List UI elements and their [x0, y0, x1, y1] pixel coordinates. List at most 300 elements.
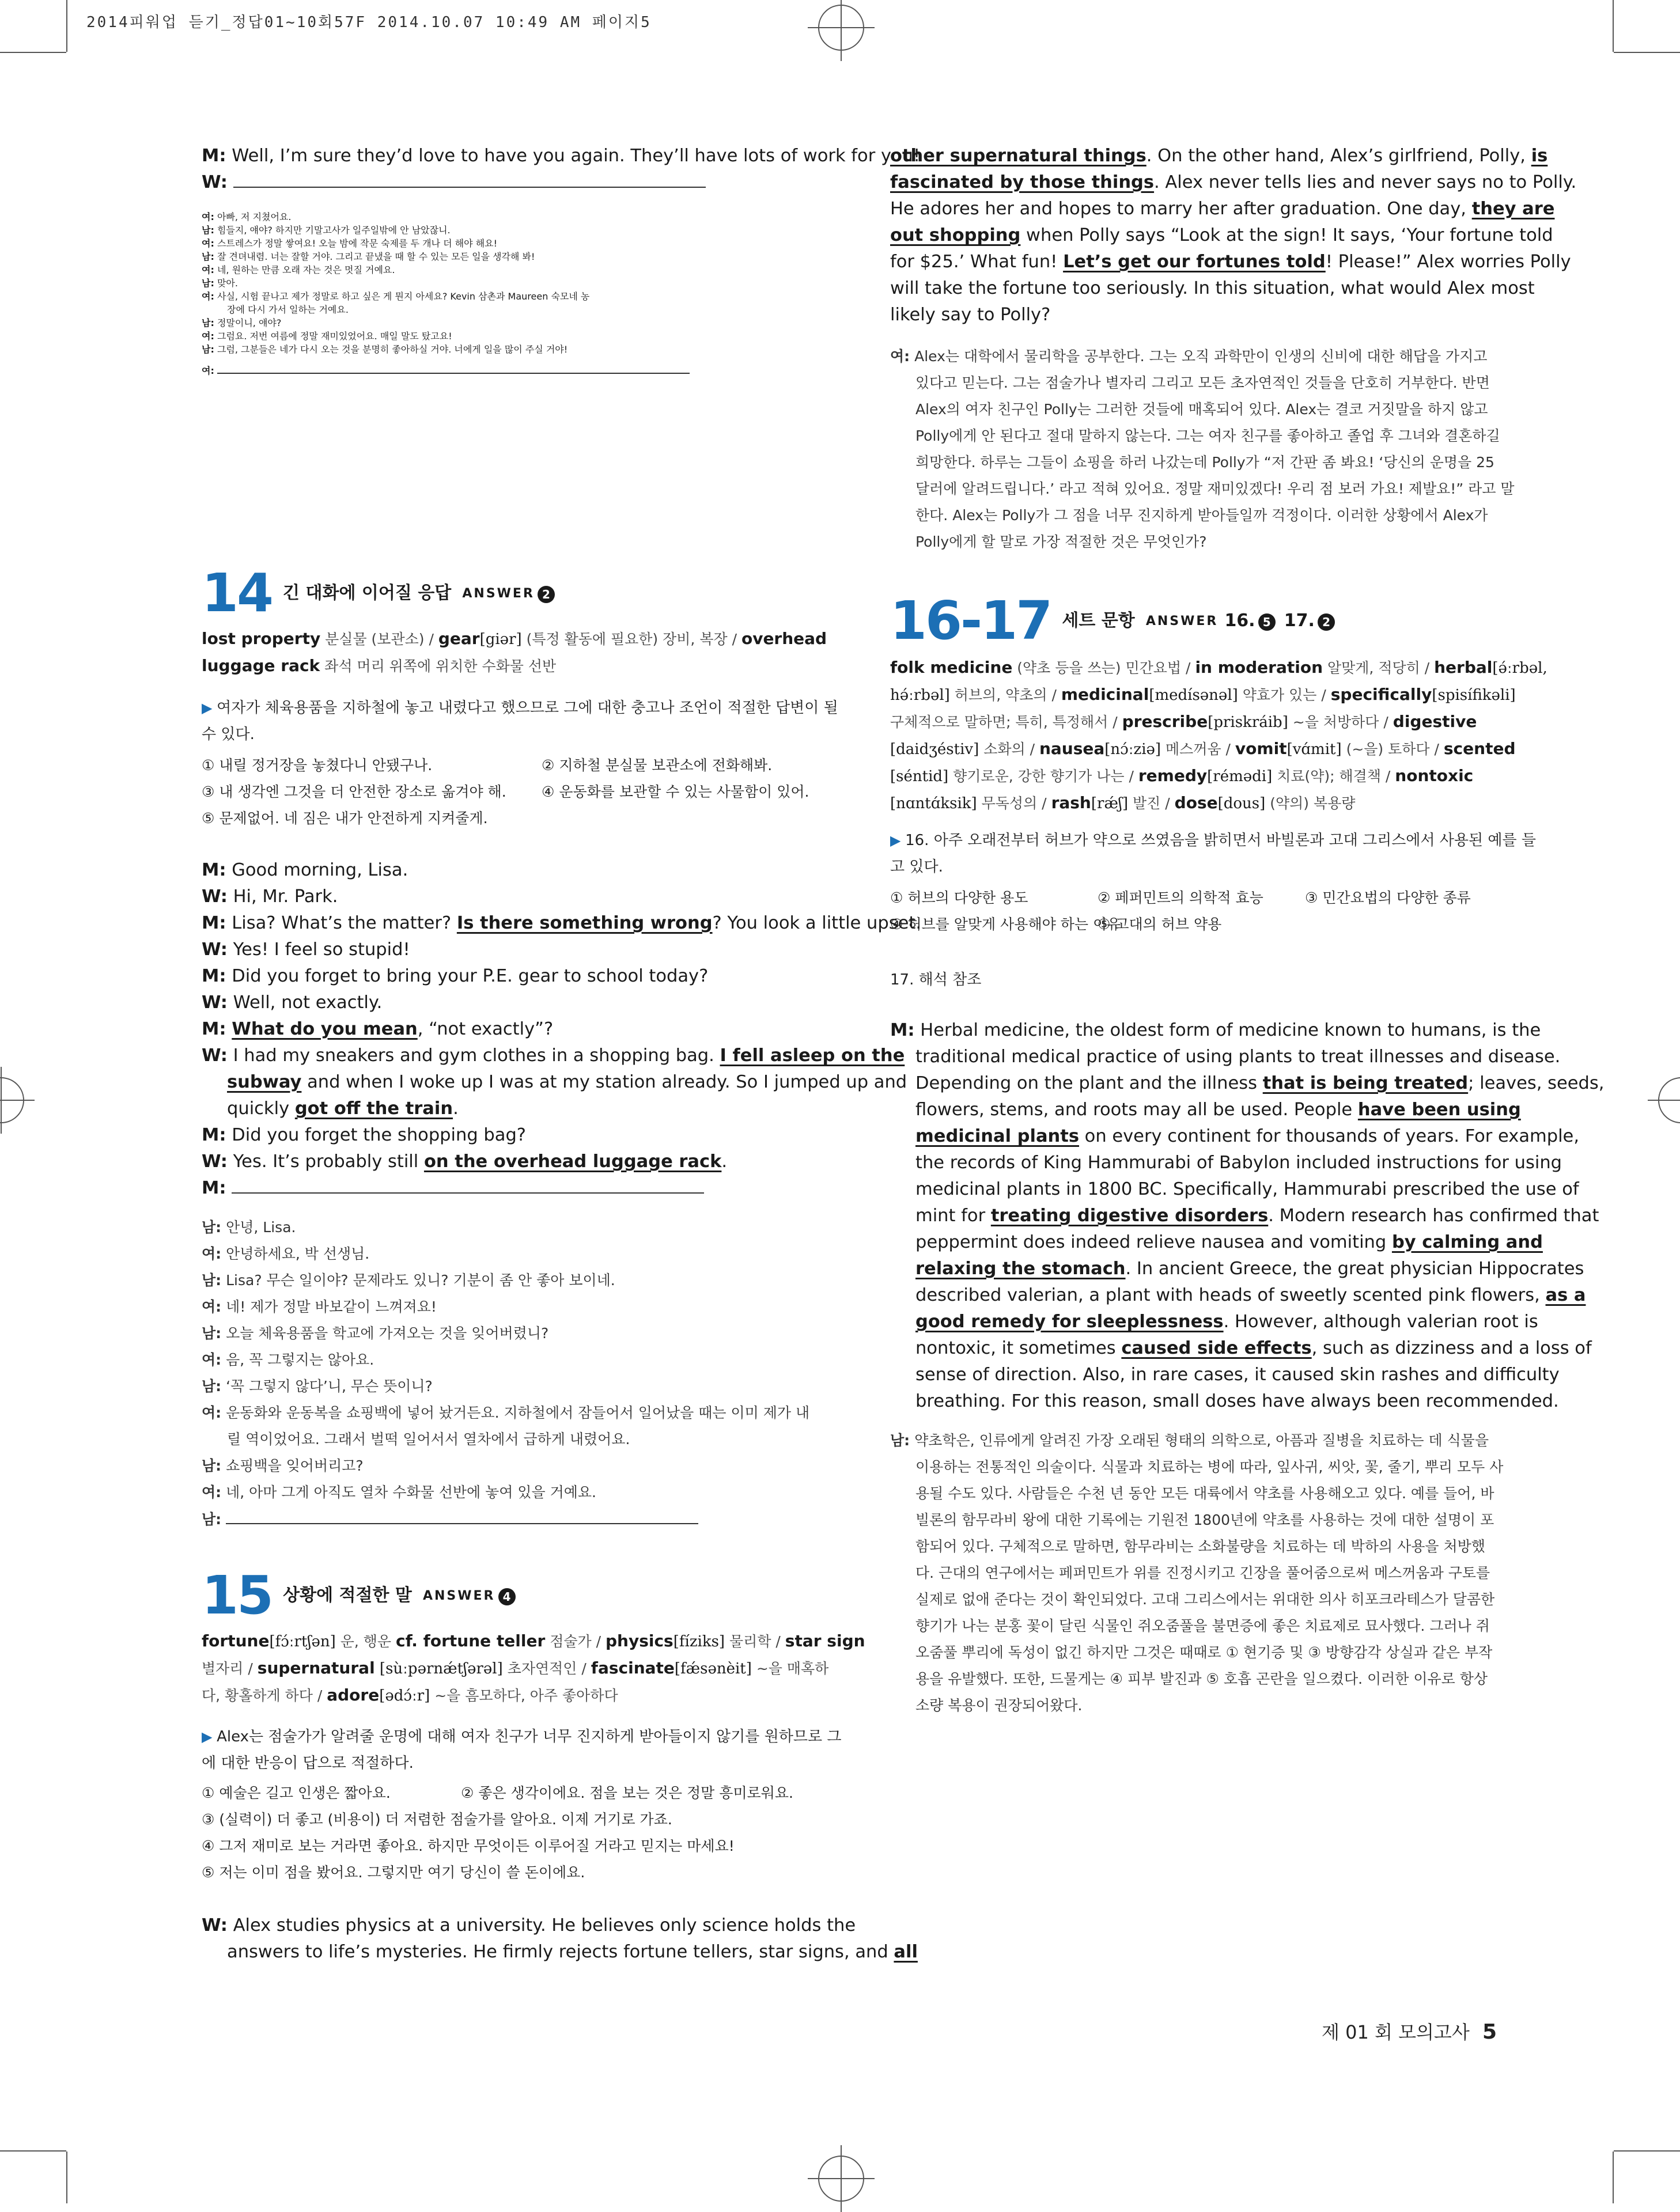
- section-16-options: [890, 885, 1509, 938]
- key-phrase: they are: [1471, 199, 1555, 219]
- script-line: [202, 1149, 821, 1175]
- answer-16-number: 5: [1258, 613, 1276, 631]
- speaker-label: M:: [890, 1020, 915, 1040]
- vocab-term: cf. fortune teller: [396, 1631, 546, 1650]
- line-text: for $25.’ What fun!: [890, 252, 1064, 272]
- script-line: [890, 790, 1509, 817]
- pronunciation: [ədɔ́ːr]: [379, 1687, 430, 1705]
- line-text: Yes! I feel so stupid!: [227, 940, 410, 960]
- script-line: [890, 1480, 1509, 1507]
- line-text: 한다. Alex는 Polly가 그 점을 너무 진지하게 받아들일까 걱정이다. 이러한 상황에서 Alex가: [915, 507, 1488, 524]
- line-text: 그럼요. 저번 여름에 정말 재미있었어요. 매일 말도 탔고요!: [217, 331, 452, 342]
- vocab-term: medicinal: [1061, 685, 1149, 704]
- script-line: [202, 910, 922, 937]
- answer-number: 4: [498, 1588, 516, 1605]
- script-line: [890, 1692, 1509, 1719]
- script-line: [202, 990, 821, 1016]
- script-line: [202, 263, 821, 276]
- explanation-line: [890, 854, 1509, 880]
- left-top-english: [202, 143, 921, 196]
- script-line: [890, 1309, 1538, 1335]
- line-text: 용을 유발했다. 또한, 드물게는 ④ 피부 발진과 ⑤ 호흡 곤란을 일으켰다. 이러한 이유로 항상: [915, 1671, 1488, 1687]
- script-line: [202, 1294, 821, 1320]
- script-line: [890, 1282, 1586, 1309]
- script-line: [202, 1628, 865, 1655]
- option-item: ④ 그저 재미로 보는 거라면 좋아요. 하지만 무엇이든 이루어질 거라고 믿지는 마세요!: [202, 1838, 735, 1854]
- line-text: nontoxic, it sometimes: [915, 1338, 1122, 1358]
- speaker-label: W:: [202, 940, 228, 960]
- option-item: ④ 허브를 알맞게 사용해야 하는 이유: [890, 916, 1121, 933]
- answer-blank: [233, 169, 706, 188]
- line-text: .: [453, 1099, 459, 1119]
- script-line: [890, 529, 1509, 555]
- line-text: 음, 꼭 그렇지는 않아요.: [226, 1351, 374, 1368]
- section-14-explanation: [202, 695, 838, 748]
- vocab-term: lost property: [202, 629, 321, 648]
- explanation-text: 고 있다.: [890, 858, 943, 876]
- line-text: peppermint does indeed relieve nausea and vomiting: [915, 1232, 1392, 1252]
- script-line: [890, 763, 1509, 790]
- answer-blank: [232, 1175, 704, 1194]
- script-line: [202, 1267, 821, 1294]
- section-17-note: 17. 해석 참조: [890, 971, 982, 988]
- script-line: [890, 502, 1509, 529]
- vocab-term: fascinate: [591, 1658, 675, 1677]
- section-16-17-heading: [890, 592, 1509, 650]
- section-number: 14: [202, 562, 273, 624]
- vocab-term: supernatural: [257, 1658, 375, 1677]
- vocab-term: remedy: [1138, 766, 1208, 785]
- vocab-meaning: 무독성의 /: [977, 795, 1051, 812]
- speaker-label: M:: [202, 1019, 226, 1039]
- explanation-text: 여자가 체육용품을 지하철에 놓고 내렸다고 했으므로 그에 대한 충고나 조언이 적절한 답변이 될: [217, 699, 838, 717]
- crop-mark: [1613, 2152, 1614, 2203]
- speaker-label: W:: [202, 993, 228, 1013]
- speaker-label: 여:: [202, 264, 214, 275]
- vocab-meaning: 허브의, 약초의 /: [949, 687, 1061, 703]
- vocab-meaning: 분실물 (보관소) /: [320, 631, 438, 647]
- key-phrase: have been using: [1357, 1100, 1521, 1120]
- script-line: [890, 143, 1548, 169]
- line-text: medicinal plants in 1800 BC. Specifically, Hammurabi prescribed the use of: [915, 1179, 1579, 1199]
- script-line: [202, 223, 821, 236]
- script-line: [890, 1150, 1562, 1176]
- line-text: Polly에게 안 된다고 절대 말하지 않는다. 그는 여자 친구를 좋아하고 졸업 후 그녀와 결혼하길: [915, 427, 1500, 444]
- speaker-label: 남:: [202, 225, 214, 236]
- key-phrase: out shopping: [890, 225, 1021, 245]
- line-text: 오늘 체육용품을 학교에 가져오는 것을 잊어버렸니?: [226, 1325, 549, 1342]
- script-line: [890, 249, 1571, 275]
- script-line: [890, 169, 1577, 196]
- option-row: [202, 1780, 821, 1806]
- line-text: sense of direction. Also, in rare cases, it caused skin rashes and difficulty: [915, 1365, 1560, 1385]
- pronunciation: [fíziks]: [673, 1633, 725, 1650]
- speaker-label: 남:: [202, 344, 214, 355]
- line-text: . However, although valerian root is: [1223, 1312, 1538, 1332]
- vocab-term: specifically: [1330, 685, 1432, 704]
- registration-mark: [818, 2156, 864, 2202]
- script-line: [890, 1362, 1560, 1388]
- line-text: will take the fortune too seriously. In this situation, what would Alex most: [890, 278, 1535, 298]
- line-text: when Polly says “Look at the sign! It says, ‘Your fortune told: [1020, 225, 1553, 245]
- line-text: 함되어 있다. 구체적으로 말하면, 함무라비는 소화불량을 치료하는 데 박하의 사용을 처방했: [915, 1538, 1485, 1555]
- script-line: [890, 196, 1555, 222]
- script-line: [202, 1426, 821, 1453]
- line-text: 릴 역이었어요. 그래서 벌떡 일어서서 열차에서 급하게 내렸어요.: [227, 1431, 630, 1448]
- page-number: 5: [1482, 2020, 1497, 2044]
- line-text: , such as dizziness and a loss of: [1311, 1338, 1592, 1358]
- line-text: Hi, Mr. Park.: [227, 887, 338, 907]
- option-item: ① 내릴 정거장을 놓쳤다니 안됐구나.: [202, 757, 433, 774]
- script-line: [890, 1070, 1605, 1097]
- line-text: ? You look a little upset.: [712, 913, 922, 933]
- speaker-label: 남:: [202, 1219, 222, 1236]
- script-line: [890, 1388, 1559, 1415]
- script-line: [890, 343, 1509, 370]
- option-item: ① 허브의 다양한 용도: [890, 889, 1028, 906]
- vocab-term: digestive: [1393, 712, 1477, 731]
- script-line: [890, 449, 1509, 476]
- key-phrase: is: [1531, 146, 1548, 166]
- line-text: I had my sneakers and gym clothes in a shopping bag.: [227, 1046, 720, 1066]
- pronunciation: [nɔ́ːziə]: [1104, 741, 1161, 758]
- script-line: [890, 476, 1515, 502]
- section-16-script-korean: [890, 1427, 1509, 1719]
- line-text: ; leaves, seeds,: [1468, 1073, 1605, 1093]
- explanation-text: 에 대한 반응이 답으로 적절하다.: [202, 1755, 414, 1772]
- explanation-line: [202, 1750, 821, 1777]
- script-line: [202, 210, 821, 223]
- script-line: [202, 289, 821, 302]
- option-row: [202, 1833, 821, 1859]
- line-text: .: [721, 1152, 728, 1172]
- vocab-meaning: 운, 행운: [335, 1633, 396, 1650]
- option-row: [202, 779, 821, 805]
- script-line: [202, 937, 821, 963]
- script-line: [890, 1123, 1580, 1150]
- section-title: 긴 대화에 이어질 응답: [283, 583, 452, 603]
- option-item: ③ 내 생각엔 그것을 더 안전한 장소로 옮겨야 해.: [202, 783, 506, 800]
- speaker-label: 남:: [202, 1272, 222, 1289]
- option-item: ② 페퍼민트의 의학적 효능: [1098, 889, 1263, 906]
- line-text: ! Please!” Alex worries Polly: [1325, 252, 1571, 272]
- pronunciation: [rǽʃ]: [1091, 795, 1129, 812]
- line-text: on every continent for thousands of years. For example,: [1079, 1126, 1580, 1146]
- section-16-vocabulary: [890, 654, 1547, 817]
- line-text: 희망한다. 하루는 그들이 쇼핑을 하러 나갔는데 Polly가 “저 간판 좀 봐요! ‘당신의 운명을 25: [915, 454, 1494, 471]
- vocab-meaning: 치료(약); 해결책 /: [1272, 768, 1395, 785]
- script-line: [202, 249, 821, 263]
- key-phrase: I fell asleep on the: [720, 1046, 905, 1066]
- vocab-meaning: 다, 황홀하게 하다 /: [202, 1687, 327, 1704]
- section-15-options: [202, 1780, 821, 1886]
- script-line: [202, 1016, 821, 1043]
- speaker-label: W:: [202, 887, 228, 907]
- script-line: [202, 1096, 821, 1122]
- line-text: quickly: [227, 1099, 295, 1119]
- vocab-term: dose: [1174, 793, 1218, 812]
- script-line: [890, 1427, 1509, 1454]
- line-text: Good morning, Lisa.: [226, 860, 408, 880]
- script-line: [890, 1203, 1599, 1229]
- speaker-label: 남:: [202, 251, 214, 262]
- script-line: [202, 355, 821, 377]
- line-text: and when I woke up I was at my station already. So I jumped up and: [301, 1072, 907, 1092]
- speaker-label: 남:: [890, 1432, 910, 1449]
- section-number: 15: [202, 1565, 273, 1626]
- answer-blank: [226, 1506, 698, 1524]
- script-line: [202, 1373, 821, 1400]
- section-14-options: [202, 752, 821, 832]
- script-line: [890, 396, 1509, 423]
- speaker-label: 여:: [202, 238, 214, 249]
- section-number: 16-17: [890, 590, 1051, 652]
- vocab-meaning: 구체적으로 말하면; 특히, 특정해서 /: [890, 714, 1122, 730]
- script-line: [890, 1533, 1509, 1560]
- pronunciation: [rémədi]: [1207, 768, 1273, 785]
- triangle-icon: ▶: [890, 832, 906, 849]
- crop-mark: [1614, 52, 1680, 53]
- explanation-text: Alex는 점술가가 알려줄 운명에 대해 여자 친구가 너무 진지하게 받아들이지 않기를 원하므로 그: [217, 1728, 842, 1745]
- speaker-label: W:: [202, 172, 228, 192]
- vocab-term: nausea: [1039, 739, 1105, 758]
- speaker-label: 여:: [202, 331, 214, 342]
- line-text: 실제로 없애 준다는 것이 확인되었다. 고대 그리스에서는 위대한 의사 히포크라테스가 달콤한: [915, 1591, 1495, 1608]
- script-line: [890, 302, 1509, 328]
- script-line: [890, 654, 1547, 681]
- speaker-label: 여:: [202, 1351, 222, 1368]
- script-line: [202, 1320, 821, 1347]
- script-line: [202, 884, 821, 910]
- key-phrase: as a: [1545, 1285, 1586, 1305]
- script-line: [890, 1586, 1509, 1613]
- pronunciation: hə́ːrbəl]: [890, 687, 950, 704]
- script-line: [890, 1017, 1541, 1044]
- crop-mark: [66, 2152, 67, 2203]
- vocab-meaning: (~을) 토하다 /: [1341, 741, 1444, 757]
- section-14-script-korean: [202, 1214, 821, 1533]
- script-line: [202, 1506, 821, 1533]
- script-line: [202, 1655, 829, 1682]
- section-14-heading: [202, 562, 821, 624]
- pronunciation: [séntid]: [890, 768, 949, 785]
- line-text: traditional medical practice of using plants to treat illnesses and disease.: [915, 1047, 1561, 1067]
- section-16-explanation: [890, 827, 1537, 880]
- script-line: [202, 302, 821, 316]
- vocab-meaning: 약효가 있는 /: [1238, 687, 1331, 703]
- script-line: [890, 1639, 1509, 1666]
- script-line: [890, 370, 1509, 396]
- vocab-term: fortune: [202, 1631, 270, 1650]
- script-line: [890, 709, 1509, 736]
- script-line: [202, 1175, 821, 1202]
- script-line: [202, 1912, 856, 1939]
- section-15-explanation: [202, 1724, 842, 1777]
- script-line: [202, 1479, 821, 1506]
- vocab-term: star sign: [785, 1631, 865, 1650]
- vocab-meaning: ~을 매혹하: [751, 1660, 829, 1677]
- line-text: 있다고 믿는다. 그는 점술가나 별자리 그리고 모든 초자연적인 것들을 단호히 거부한다. 반면: [915, 374, 1490, 391]
- line-text: . In ancient Greece, the great physician Hippocrates: [1125, 1259, 1584, 1279]
- crop-mark: [66, 0, 67, 52]
- script-line: [890, 222, 1553, 249]
- key-phrase: other supernatural things: [890, 146, 1147, 166]
- key-phrase: subway: [227, 1072, 302, 1092]
- line-text: . On the other hand, Alex’s girlfriend, Polly,: [1146, 146, 1531, 166]
- line-text: Did you forget the shopping bag?: [226, 1125, 526, 1145]
- speaker-label: 여:: [202, 1298, 222, 1315]
- vocab-term: rash: [1051, 793, 1091, 812]
- vocab-term: herbal: [1434, 658, 1493, 677]
- line-text: . Modern research has confirmed that: [1268, 1206, 1599, 1226]
- crop-mark: [0, 2150, 66, 2152]
- key-phrase: relaxing the stomach: [915, 1259, 1126, 1279]
- line-text: 맞아.: [217, 278, 238, 289]
- vocab-term: prescribe: [1122, 712, 1208, 731]
- speaker-label: 남:: [202, 278, 214, 289]
- key-phrase: medicinal plants: [915, 1126, 1079, 1146]
- vocab-term: nontoxic: [1395, 766, 1474, 785]
- explanation-text: 수 있다.: [202, 726, 255, 743]
- script-line: [890, 1335, 1592, 1362]
- script-line: [202, 1043, 905, 1069]
- script-line: [202, 1069, 907, 1096]
- vocab-meaning: 알맞게, 적당히 /: [1323, 660, 1435, 676]
- pronunciation: [spisífikəli]: [1432, 687, 1516, 704]
- line-text: 아빠, 저 지쳤어요.: [217, 211, 292, 222]
- script-line: [202, 276, 821, 289]
- key-phrase: got off the train: [294, 1099, 453, 1119]
- key-phrase: good remedy for sleeplessness: [915, 1312, 1224, 1332]
- explanation-line: [202, 695, 838, 721]
- speaker-label: 남:: [202, 317, 214, 328]
- key-phrase: Let’s get our fortunes told: [1063, 252, 1326, 272]
- print-header: 2014피워업 듣기_정답01~10회57F 2014.10.07 10:49 AM 페이지5: [86, 14, 652, 31]
- key-phrase: Is there something wrong: [456, 913, 713, 933]
- line-text: 네, 원하는 만큼 오래 자는 것은 멋질 거예요.: [217, 264, 395, 275]
- option-row: [202, 752, 821, 779]
- pronunciation: [sùːpərnǽtʃərəl]: [374, 1660, 503, 1677]
- line-text: Well, I’m sure they’d love to have you again. They’ll have lots of work for you!: [226, 146, 921, 166]
- crop-mark: [1613, 0, 1614, 52]
- explanation-line: [202, 721, 821, 748]
- line-text: Well, not exactly.: [227, 993, 383, 1013]
- left-top-korean: [202, 210, 821, 377]
- answer-label: ANSWER: [422, 1589, 495, 1603]
- script-line: [890, 1507, 1509, 1533]
- line-text: Lisa? What’s the matter?: [226, 913, 457, 933]
- key-phrase: treating digestive disorders: [990, 1206, 1269, 1226]
- line-text: 스트레스가 정말 쌓여요! 오늘 밤에 작문 숙제를 두 개나 더 해야 해요!: [217, 238, 498, 249]
- pronunciation: [nɑntɑ́ksik]: [890, 795, 977, 812]
- pronunciation: [ə́ːrbəl,: [1492, 660, 1547, 677]
- vocab-meaning: 메스꺼움 /: [1161, 741, 1235, 757]
- pronunciation: [dous]: [1217, 795, 1266, 812]
- script-line: [890, 736, 1516, 763]
- section-15-script-english-start: [202, 1912, 918, 1965]
- pronunciation: [daidʒéstiv]: [890, 741, 979, 758]
- script-line: [202, 1939, 918, 1965]
- line-text: Depending on the plant and the illness: [915, 1073, 1263, 1093]
- line-text: likely say to Polly?: [890, 305, 1051, 325]
- line-text: 다. 근대의 연구에서는 페퍼민트가 위를 진정시키고 긴장을 풀어줌으로써 메스꺼움과 구토를: [915, 1565, 1490, 1581]
- option-row: [202, 1859, 821, 1886]
- crop-mark: [0, 52, 66, 53]
- line-text: 빌론의 함무라비 왕에 대한 기록에는 기원전 1800년에 약초를 사용하는 것에 대한 설명이 포: [915, 1512, 1494, 1528]
- script-line: [202, 1122, 821, 1149]
- vocab-meaning: 점술가 /: [545, 1633, 606, 1650]
- key-phrase: that is being treated: [1262, 1073, 1469, 1093]
- script-line: [890, 1560, 1509, 1586]
- explanation-text: 16. 아주 오래전부터 허브가 약으로 쓰였음을 밝히면서 바빌론과 고대 그리스에서 사용된 예를 들: [905, 832, 1537, 849]
- triangle-icon: ▶: [202, 700, 217, 716]
- option-item: ③ 민간요법의 다양한 종류: [1305, 889, 1471, 906]
- line-text: 소량 복용이 권장되어왔다.: [915, 1697, 1083, 1714]
- speaker-label: M:: [202, 860, 226, 880]
- pronunciation: [medísənəl]: [1149, 687, 1238, 704]
- line-text: flowers, stems, and roots may all be used. People: [915, 1100, 1358, 1120]
- option-item: ② 지하철 분실물 보관소에 전화해봐.: [542, 757, 773, 774]
- line-text: , “not exactly”?: [417, 1019, 554, 1039]
- line-text: Herbal medicine, the oldest form of medicine known to humans, is the: [914, 1020, 1541, 1040]
- section-15-script-korean: [890, 343, 1515, 555]
- answer-number: 2: [538, 586, 555, 603]
- vocab-term: in moderation: [1195, 658, 1323, 677]
- answer-label: ANSWER: [462, 586, 535, 601]
- vocab-meaning: (약의) 복용량: [1265, 795, 1356, 812]
- vocab-term: folk medicine: [890, 658, 1013, 677]
- line-text: breathing. For this reason, small doses have always been recommended.: [915, 1391, 1559, 1411]
- line-text: Did you forget to bring your P.E. gear to school today?: [226, 966, 709, 986]
- crop-mark: [1614, 2150, 1680, 2152]
- option-row: [202, 805, 821, 832]
- speaker-label: 여:: [202, 1484, 222, 1501]
- section-15-vocabulary: [202, 1628, 865, 1709]
- vocab-meaning: 좌석 머리 위쪽에 위치한 수화물 선반: [320, 658, 557, 675]
- line-text: He adores her and hopes to marry her after graduation. One day,: [890, 199, 1472, 219]
- option-item: ① 예술은 길고 인생은 짧아요.: [202, 1785, 391, 1801]
- line-text: 이용하는 전통적인 의술이다. 식물과 치료하는 병에 따라, 잎사귀, 씨앗, 꽃, 줄기, 뿌리 모두 사: [915, 1459, 1504, 1475]
- line-text: . Alex never tells lies and never says no to Polly.: [1154, 172, 1577, 192]
- vocab-term: scented: [1443, 739, 1516, 758]
- vocab-term: adore: [327, 1685, 380, 1705]
- script-line: [202, 342, 821, 355]
- speaker-label: 남:: [202, 1325, 222, 1342]
- speaker-label: 여:: [202, 365, 214, 376]
- pronunciation: [giər]: [479, 631, 522, 648]
- line-text: Alex studies physics at a university. He believes only science holds the: [227, 1915, 856, 1936]
- script-line: [890, 1613, 1509, 1639]
- speaker-label: 여:: [202, 1404, 222, 1421]
- line-text: Polly에게 할 말로 가장 적절한 것은 무엇인가?: [915, 533, 1207, 550]
- line-text: 힘들지, 얘야? 하지만 기말고사가 일주일밖에 안 남았잖니.: [217, 225, 451, 236]
- vocab-meaning: 소화의 /: [979, 741, 1039, 757]
- registration-mark: [818, 5, 864, 51]
- line-text: 장에 다시 가서 일하는 거예요.: [227, 304, 349, 315]
- line-text: answers to life’s mysteries. He firmly rejects fortune tellers, star signs, and: [227, 1942, 894, 1962]
- line-text: 잘 견뎌내렴. 너는 잘할 거야. 그리고 끝냈을 때 할 수 있는 모든 일을 생각해 봐!: [217, 251, 535, 262]
- section-15-script-english-cont: [890, 143, 1577, 328]
- script-line: [890, 681, 1516, 709]
- line-text: 용될 수도 있다. 사람들은 수천 년 동안 모든 대륙에서 약초를 사용해오고 있다. 예를 들어, 바: [915, 1485, 1494, 1502]
- vocab-meaning: 발진 /: [1128, 795, 1175, 812]
- line-text: 안녕, Lisa.: [226, 1219, 296, 1236]
- speaker-label: W:: [202, 1046, 228, 1066]
- vocab-meaning: ~을 흠모하다, 아주 좋아하다: [430, 1687, 618, 1704]
- key-phrase: on the overhead luggage rack: [423, 1152, 722, 1172]
- script-line: [202, 1682, 821, 1709]
- line-text: 네! 제가 정말 바보같이 느껴져요!: [226, 1298, 437, 1315]
